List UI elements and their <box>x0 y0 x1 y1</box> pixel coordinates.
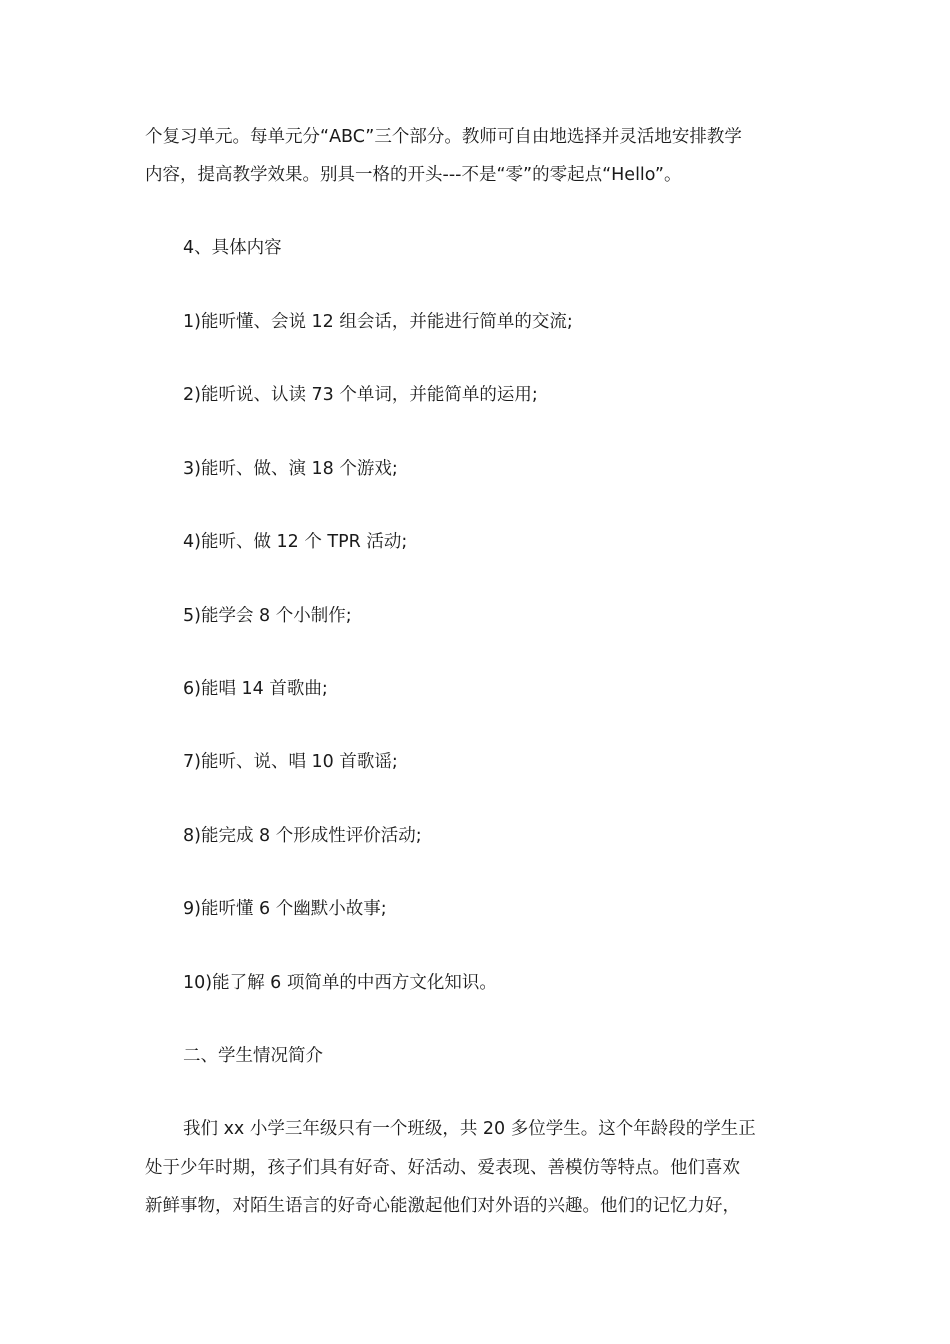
list-item-8: 8)能完成 8 个形成性评价活动; <box>183 826 422 846</box>
paragraph-line-1: 我们 xx 小学三年级只有一个班级，共 20 多位学生。这个年龄段的学生正 <box>183 1119 756 1139</box>
list-item-5: 5)能学会 8 个小制作; <box>183 606 352 626</box>
section-heading: 4、具体内容 <box>183 238 282 258</box>
section2-heading: 二、学生情况简介 <box>183 1046 323 1066</box>
paragraph-line-3: 新鲜事物，对陌生语言的好奇心能激起他们对外语的兴趣。他们的记忆力好， <box>145 1196 740 1216</box>
list-item-10: 10)能了解 6 项简单的中西方文化知识。 <box>183 973 497 993</box>
list-item-6: 6)能唱 14 首歌曲; <box>183 679 328 699</box>
list-item-2: 2)能听说、认读 73 个单词，并能简单的运用; <box>183 385 538 405</box>
list-item-1: 1)能听懂、会说 12 组会话，并能进行简单的交流; <box>183 312 573 332</box>
list-item-4: 4)能听、做 12 个 TPR 活动; <box>183 532 408 552</box>
intro-line-2: 内容，提高教学效果。别具一格的开头---不是“零”的零起点“Hello”。 <box>145 165 682 185</box>
list-item-7: 7)能听、说、唱 10 首歌谣; <box>183 752 398 772</box>
paragraph-line-2: 处于少年时期，孩子们具有好奇、好活动、爱表现、善模仿等特点。他们喜欢 <box>145 1158 740 1178</box>
list-item-9: 9)能听懂 6 个幽默小故事; <box>183 899 387 919</box>
intro-line-1: 个复习单元。每单元分“ABC”三个部分。教师可自由地选择并灵活地安排教学 <box>145 127 742 147</box>
list-item-3: 3)能听、做、演 18 个游戏; <box>183 459 398 479</box>
